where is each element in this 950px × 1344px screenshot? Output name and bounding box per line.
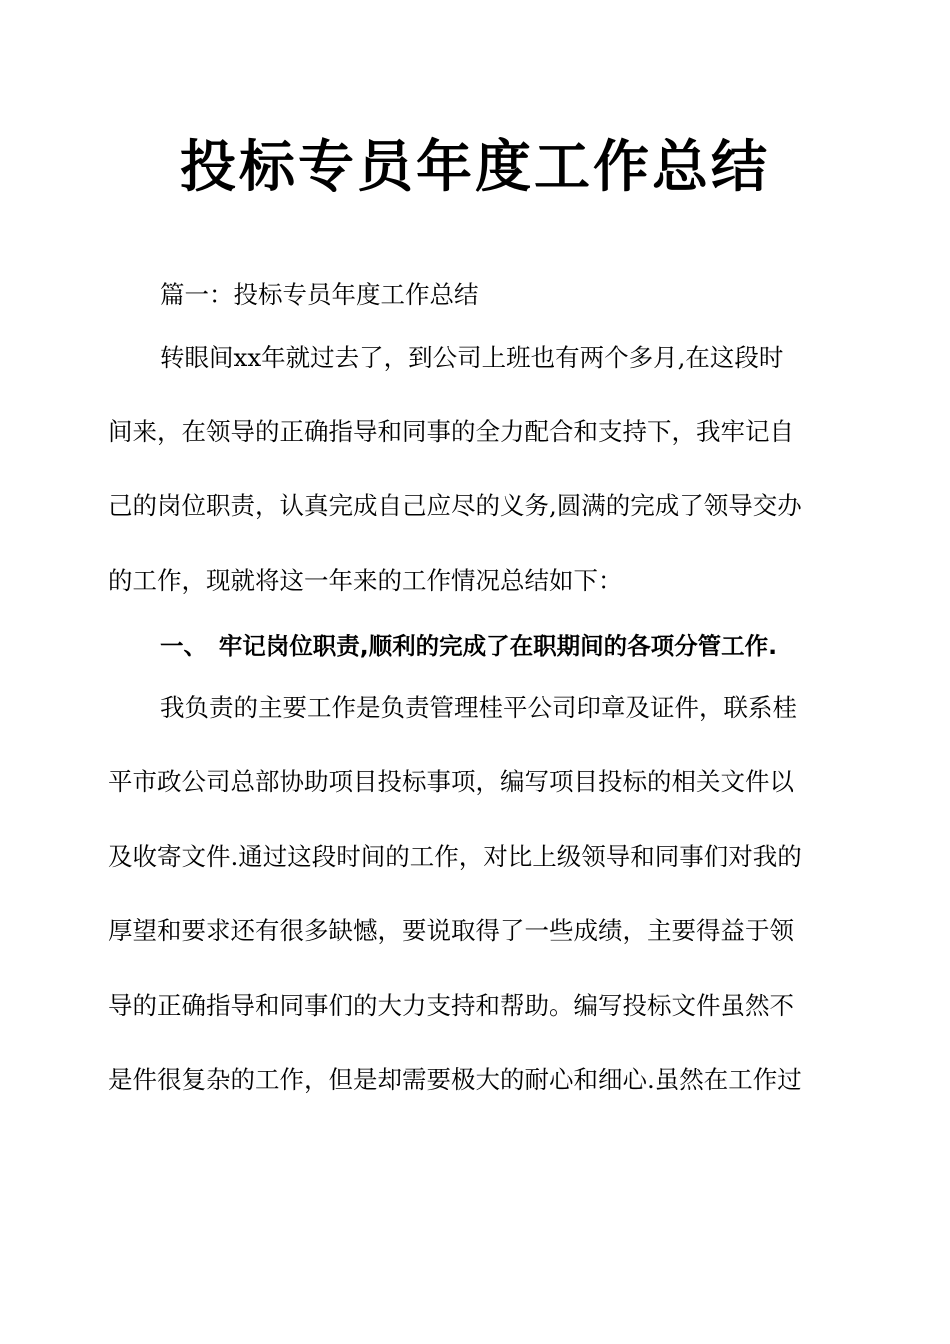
paragraph-2-line-3: 及收寄文件.通过这段时间的工作，对比上级领导和同事们对我的 [108,842,802,871]
paragraph-1-line-3: 己的岗位职责，认真完成自己应尽的义务,圆满的完成了领导交办 [108,491,802,520]
paragraph-1-line-1: 转眼间xx年就过去了，到公司上班也有两个多月,在这段时 [160,343,784,372]
document-title: 投标专员年度工作总结 [180,135,770,200]
paragraph-2-line-5: 导的正确指导和同事们的大力支持和帮助。编写投标文件虽然不 [108,991,794,1020]
paragraph-2-line-6: 是件很复杂的工作，但是却需要极大的耐心和细心.虽然在工作过 [108,1065,802,1094]
section-1-heading: 一、 牢记岗位职责,顺利的完成了在职期间的各项分管工作. [160,632,778,660]
paragraph-2-line-1: 我负责的主要工作是负责管理桂平公司印章及证件，联系桂 [160,693,797,722]
paragraph-1-line-2: 间来，在领导的正确指导和同事的全力配合和支持下，我牢记自 [108,417,794,446]
paragraph-2-line-2: 平市政公司总部协助项目投标事项，编写项目投标的相关文件以 [108,767,794,796]
paragraph-2-line-4: 厚望和要求还有很多缺憾，要说取得了一些成绩，主要得益于领 [108,916,794,945]
paragraph-1-line-4: 的工作，现就将这一年来的工作情况总结如下： [108,566,623,595]
subtitle-text: 篇一：投标专员年度工作总结 [160,280,479,309]
